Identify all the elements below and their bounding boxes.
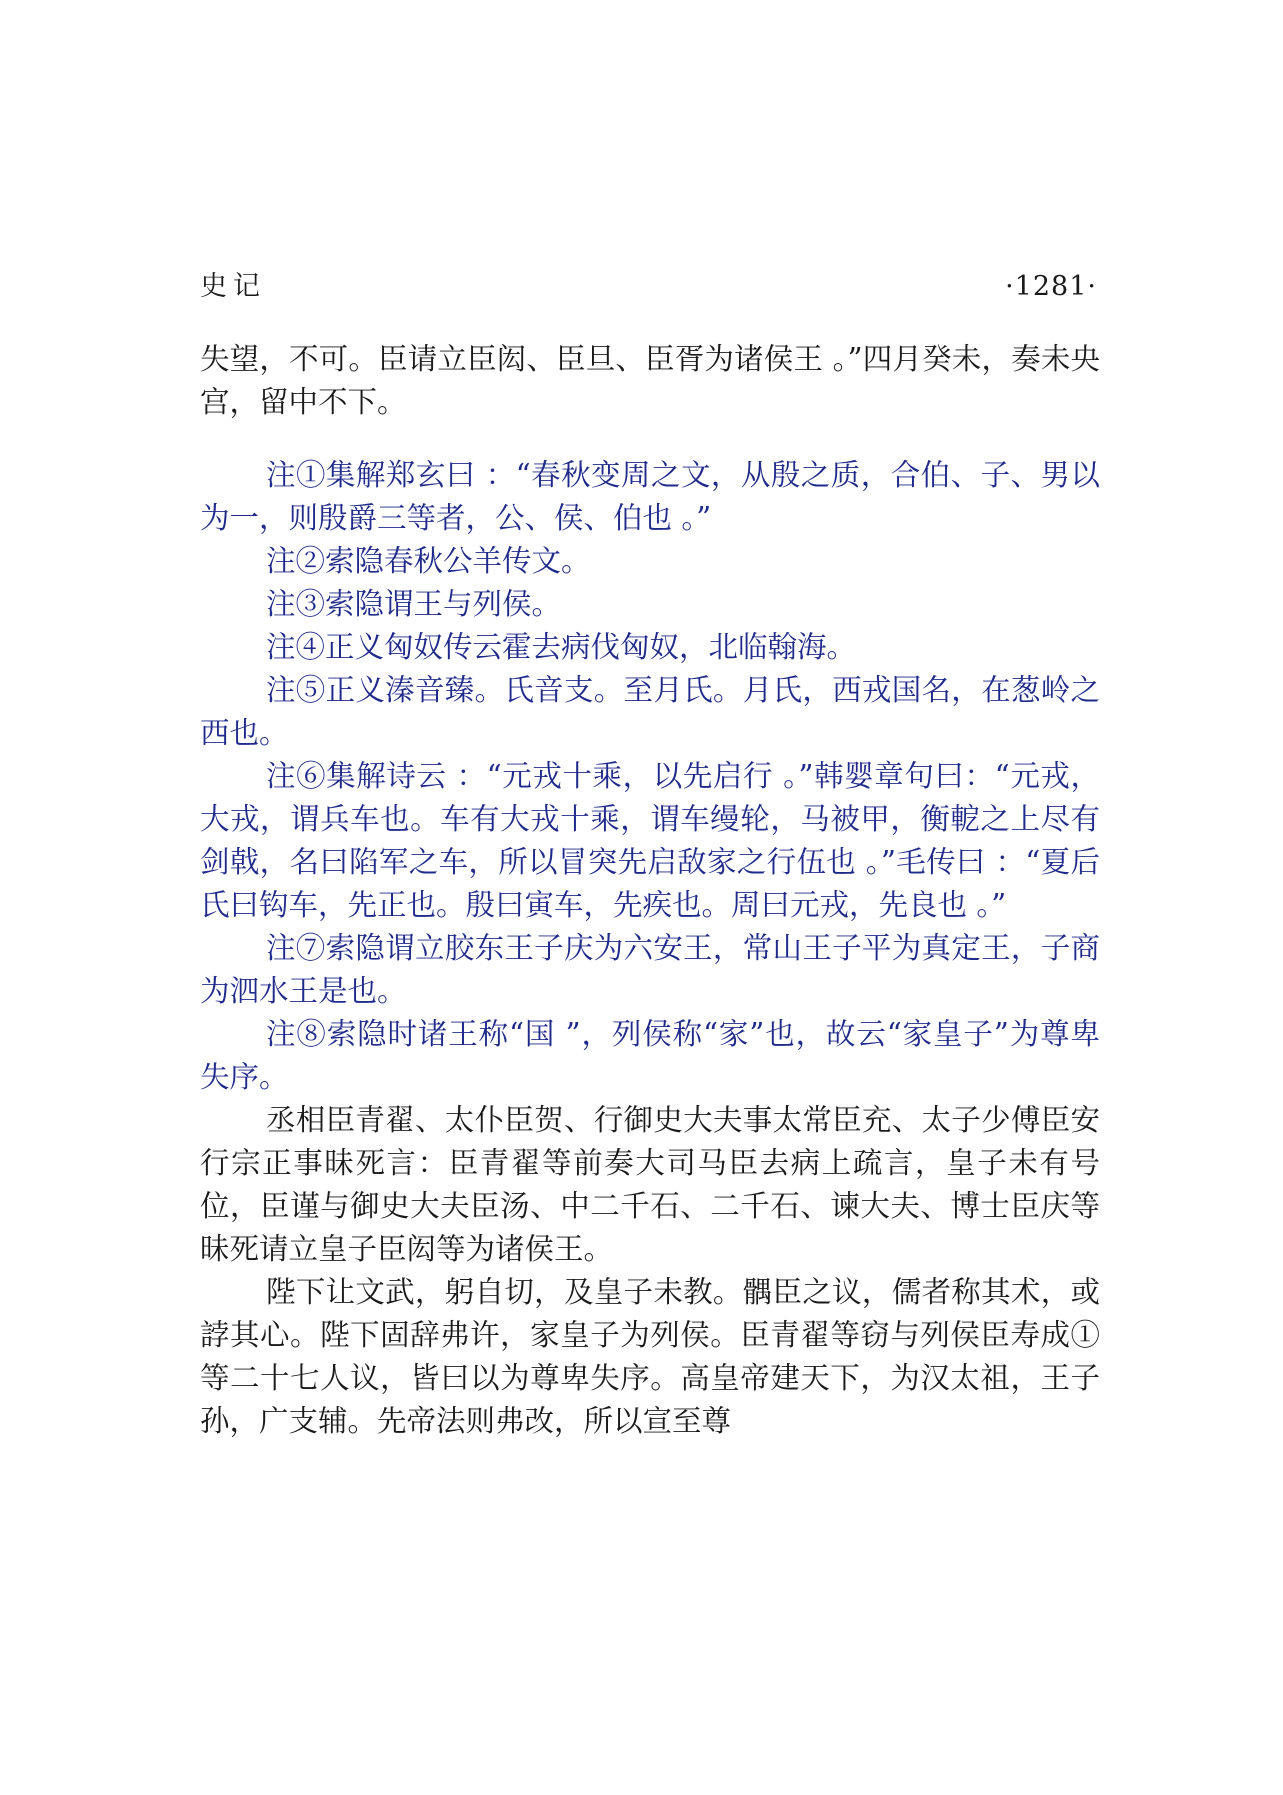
main-paragraph: 陛下让文武，躬自切，及皇子未教。髃臣之议，儒者称其术，或誖其心。陛下固辞弗许，家皇子为列侯。臣青翟等窃与列侯臣寿成①等二十七人议，皆曰以为尊卑失序。高皇帝建天下，为汉太祖，王子孙，广支辅。先帝法则弗改，所以宣至尊 [200, 1275, 1100, 1438]
main-paragraph: 失望，不可。臣请立臣闳、臣旦、臣胥为诸侯王 。”四月癸未，奏未央宫，留中不下。 [200, 342, 1100, 419]
page-number: ·1281· [1005, 271, 1097, 302]
note-paragraph: 注⑦索隐谓立胶东王子庆为六安王，常山王子平为真定王，子商为泗水王是也。 [200, 931, 1100, 1008]
note-paragraph: 注③索隐谓王与列侯。 [266, 587, 562, 621]
page [200, 262, 1100, 1443]
body-text [200, 338, 1100, 1443]
book-title: 史记 [200, 271, 266, 302]
main-paragraph: 丞相臣青翟、太仆臣贺、行御史大夫事太常臣充、太子少傅臣安行宗正事昧死言：臣青翟等前奏大司马臣去病上疏言，皇子未有号位，臣谨与御史大夫臣汤、中二千石、二千石、谏大夫、博士臣庆等昧死请立皇子臣闳等为诸侯王。 [200, 1103, 1100, 1266]
note-paragraph: 注②索隐春秋公羊传文。 [266, 544, 591, 578]
page-header [200, 262, 1100, 312]
paragraph-gap [200, 424, 1100, 454]
note-paragraph: 注⑤正义溱音臻。氏音支。至月氏。月氏，西戎国名，在葱岭之西也。 [200, 673, 1100, 750]
note-paragraph: 注⑧索隐时诸王称“国 ”，列侯称“家”也，故云“家皇子”为尊卑失序。 [200, 1017, 1100, 1094]
note-paragraph: 注⑥集解诗云 ：“元戎十乘，以先启行 。”韩婴章句曰：“元戎，大戎，谓兵车也。车有大戎十乘，谓车缦轮，马被甲，衡軶之上尽有剑戟，名曰陷军之车，所以冒突先启敌家之行伍也 。”毛传曰 ：“夏后氏曰钩车，先正也。殷曰寅车，先疾也。周曰元戎，先良也 。” [200, 759, 1100, 922]
note-paragraph: 注④正义匈奴传云霍去病伐匈奴，北临翰海。 [266, 630, 857, 664]
note-paragraph: 注①集解郑玄曰 ：“春秋变周之文，从殷之质，合伯、子、男以为一，则殷爵三等者，公、侯、伯也 。” [200, 458, 1100, 535]
